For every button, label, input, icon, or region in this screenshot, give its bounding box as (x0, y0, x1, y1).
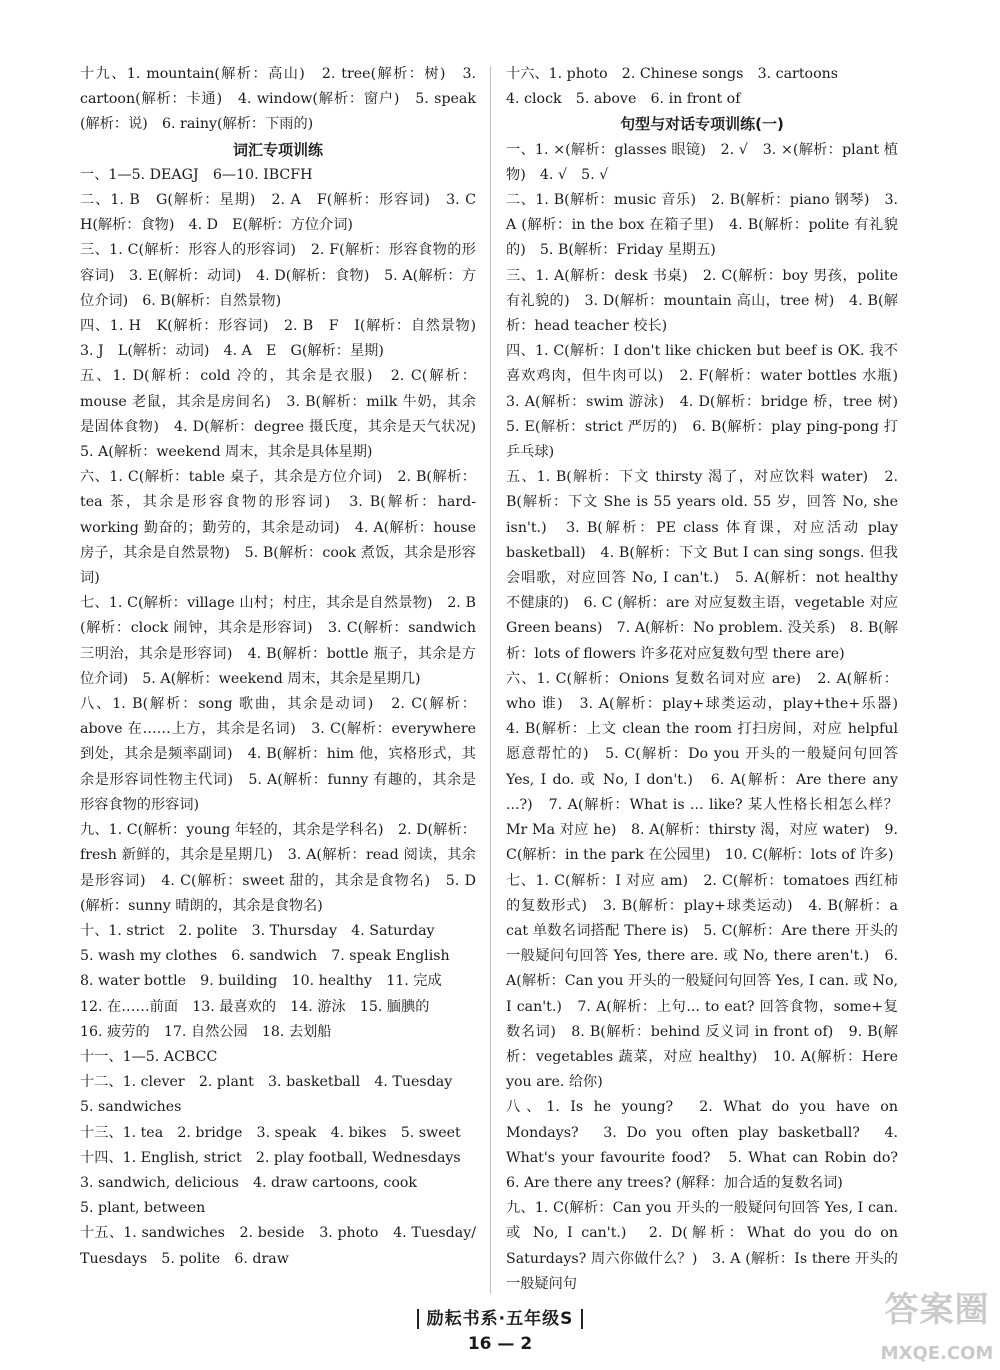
column-divider (490, 66, 491, 1294)
answer-line: 3. sandwich, delicious 4. draw cartoons, cook (80, 1174, 418, 1191)
answer-line: 5. sandwiches (80, 1099, 182, 1116)
answer-line: 三、1. A(解析：desk 书桌) 2. C(解析：boy 男孩，polite 有礼貌的) 3. D(解析：mountain 高山，tree 树) 4. B(解析：head teacher 校长) (506, 267, 898, 335)
answer-line: 二、1. B(解析：music 音乐) 2. B(解析：piano 钢琴) 3. A (解析：in the box 在箱子里) 4. B(解析：polite 有礼貌的) 5. B(解析：Friday 星期五) (506, 192, 898, 259)
answer-line: 八、1. B(解析：song 歌曲，其余是动词) 2. C(解析：above 在……上方，其余是名词) 3. C(解析：everywhere 到处，其余是频率副词) 4. B(解析：him 他，宾格形式，其余是形容词性物主代词) 5. A(解析：funny 有趣的，其余是形容食物的形容词) (80, 696, 476, 813)
right-column (506, 62, 913, 1297)
answer-line: 六、1. C(解析：Onions 复数名词对应 are) 2. A(解析：who 谁) 3. A(解析：play+球类运动，play+the+乐器) 4. B(解析：上文 clean the room 打扫房间，对应 helpful 愿意帮忙的) 5. C(解析：Do you 开头的一般疑问句回答 Yes, I do. 或 No, I don't.) 6. A(解析：Are there any ...?) 7. A(解析：What is ... like? 某人性格长相怎么样？Mr Ma 对应 he) 8. A(解析：thirsty 渴，对应 water) 9. C(解析：in the park 在公园里) 10. C(解析：lots of 许多) (506, 670, 913, 864)
watermark-logo: 答案圈 (884, 1290, 990, 1330)
section-heading: 词汇专项训练 (232, 140, 323, 159)
answer-line: 九、1. C(解析：Can you 开头的一般疑问句回答 Yes, I can. 或 No, I can't.) 2. D(解析：What do you do on Saturdays? 周六你做什么？) 3. A (解析：Is there 开头的一般疑问句 (506, 1200, 898, 1292)
answer-line: 十二、1. clever 2. plant 3. basketball 4. Tuesday (80, 1074, 453, 1091)
answer-line: 十、1. strict 2. polite 3. Thursday 4. Saturday (80, 922, 435, 939)
answer-line: 七、1. C(解析：village 山村；村庄，其余是自然景物) 2. B (解析：clock 闹钟，其余是形容词) 3. C(解析：sandwich 三明治，其余是形容词) 4. B(解析：bottle 瓶子，其余是方位介词) 5. A(解析：weekend 周末，其余是星期几) (80, 595, 476, 687)
watermark-site: MXQE.COM (880, 1343, 994, 1364)
answer-line: 十五、1. sandwiches 2. beside 3. photo 4. Tuesday/ Tuesdays 5. polite 6. draw (80, 1225, 476, 1267)
answer-line: 一、1. ×(解析：glasses 眼镜) 2. √ 3. ×(解析：plant 植物) 4. √ 5. √ (506, 141, 898, 183)
page-number: 16 — 2 (467, 1334, 533, 1354)
answer-line: 五、1. B(解析：下文 thirsty 渴了，对应饮料 water) 2. B(解析：下文 She is 55 years old. 55 岁，回答 No, she isn't.) 3. B(解析：PE class 体育课，对应活动 play basketball) 4. B(解析：下文 But I can sing songs. 但我会唱歌，对应回答 No, I can't.) 5. A(解析：not healthy 不健康的) 6. C (解析：are 对应复数主语，vegetable 对应 Green beans) 7. A(解析：No problem. 没关系) 8. B(解析：lots of flowers 许多花对应复数句型 there are) (506, 469, 898, 662)
answer-line: 五、1. D(解析：cold 冷的，其余是衣服) 2. C(解析：mouse 老鼠，其余是房间名) 3. B(解析：milk 牛奶，其余是固体食物) 4. D(解析：degree 摄氏度，其余是天气状况) 5. A(解析：weekend 周末，其余是具体星期) (80, 368, 491, 461)
answer-line: 八、1. Is he young? 2. What do you have on Mondays? 3. Do you often play basketball? 4. What's your favourite food? 5. What can Robin do? 6. Are there any trees? (解释：加合适的复数名词) (506, 1099, 913, 1191)
answer-line: 十九、1. mountain(解析：高山) 2. tree(解析：树) 3. cartoon(解析：卡通) 4. window(解析：窗户) 5. speak (解析：说) 6. rainy(解析：下雨的) (80, 66, 476, 133)
answer-line: 七、1. C(解析：I 对应 am) 2. C(解析：tomatoes 西红柿的复数形式) 3. B(解析：play+球类运动) 4. B(解析：a cat 单数名词搭配 There is) 5. C(解析：Are there 开头的一般疑问句回答 Yes, there are. 或 No, there aren't.) 6. A(解析：Can you 开头的一般疑问句回答 Yes, I can. 或 No, I can't.) 7. A(解析：上句... to eat? 回答食物，some+复数名词) 8. B(解析：behind 反义词 in front of) 9. B(解析：vegetables 蔬菜，对应 healthy) 10. A(解析：Here you are. 给你) (506, 872, 898, 1091)
answer-line: 一、1—5. DEAGJ 6—10. IBCFH (80, 166, 313, 183)
answer-line: 十三、1. tea 2. bridge 3. speak 4. bikes 5. sweet (80, 1124, 461, 1141)
answer-line: 4. clock 5. above 6. in front of (506, 91, 741, 108)
footer-title-text: 励耘书系·五年级S (417, 1309, 584, 1329)
answer-line: 四、1. H K(解析：形容词) 2. B F I(解析：自然景物) 3. J L(解析：动词) 4. A E G(解析：星期) (80, 318, 491, 360)
left-column (80, 62, 491, 1272)
answer-line: 四、1. C(解析：I don't like chicken but beef is OK. 我不喜欢鸡肉，但牛肉可以) 2. F(解析：water bottles 水瓶) 3. A(解析：swim 游泳) 4. D(解析：bridge 桥，tree 树) 5. E(解析：strict 严厉的) 6. B(解析：play ping-pong 打乒乓球) (506, 343, 913, 461)
answer-line: 16. 疲劳的 17. 自然公园 18. 去划船 (80, 1023, 332, 1040)
answer-line: 十六、1. photo 2. Chinese songs 3. cartoons (506, 66, 839, 82)
section-heading: 句型与对话专项训练(一) (620, 115, 784, 134)
answer-line: 12. 在……前面 13. 最喜欢的 14. 游泳 15. 腼腆的 (80, 998, 430, 1015)
answer-line: 5. plant, between (80, 1200, 206, 1217)
answer-line: 九、1. C(解析：young 年轻的，其余是学科名) 2. D(解析：fresh 新鲜的，其余是星期几) 3. A(解析：read 阅读，其余是形容词) 4. C(解析：sweet 甜的，其余是食物名) 5. D (解析：sunny 晴朗的，其余是食物名) (80, 822, 476, 914)
answer-line: 六、1. C(解析：table 桌子，其余是方位介词) 2. B(解析：tea 茶，其余是形容食物的形容词) 3. B(解析：hard-working 勤奋的；勤劳的，其余是动词) 4. A(解析：house 房子，其余是自然景物) 5. B(解析：cook 煮饭，其余是形容词) (80, 469, 476, 587)
watermark (878, 1288, 996, 1366)
answer-line: 三、1. C(解析：形容人的形容词) 2. F(解析：形容食物的形容词) 3. E(解析：动词) 4. D(解析：食物) 5. A(解析：方位介词) 6. B(解析：自然景物) (80, 242, 476, 309)
answer-line: 5. wash my clothes 6. sandwich 7. speak English (80, 948, 450, 965)
answer-line: 8. water bottle 9. building 10. healthy 11. 完成 (80, 973, 442, 990)
answer-line: 十四、1. English, strict 2. play football, Wednesdays (80, 1149, 461, 1166)
footer-book-title (0, 1304, 1000, 1329)
answer-line: 十一、1—5. ACBCC (80, 1048, 218, 1065)
answer-line: 二、1. B G(解析：星期) 2. A F(解析：形容词) 3. C H(解析：食物) 4. D E(解析：方位介词) (80, 192, 491, 234)
